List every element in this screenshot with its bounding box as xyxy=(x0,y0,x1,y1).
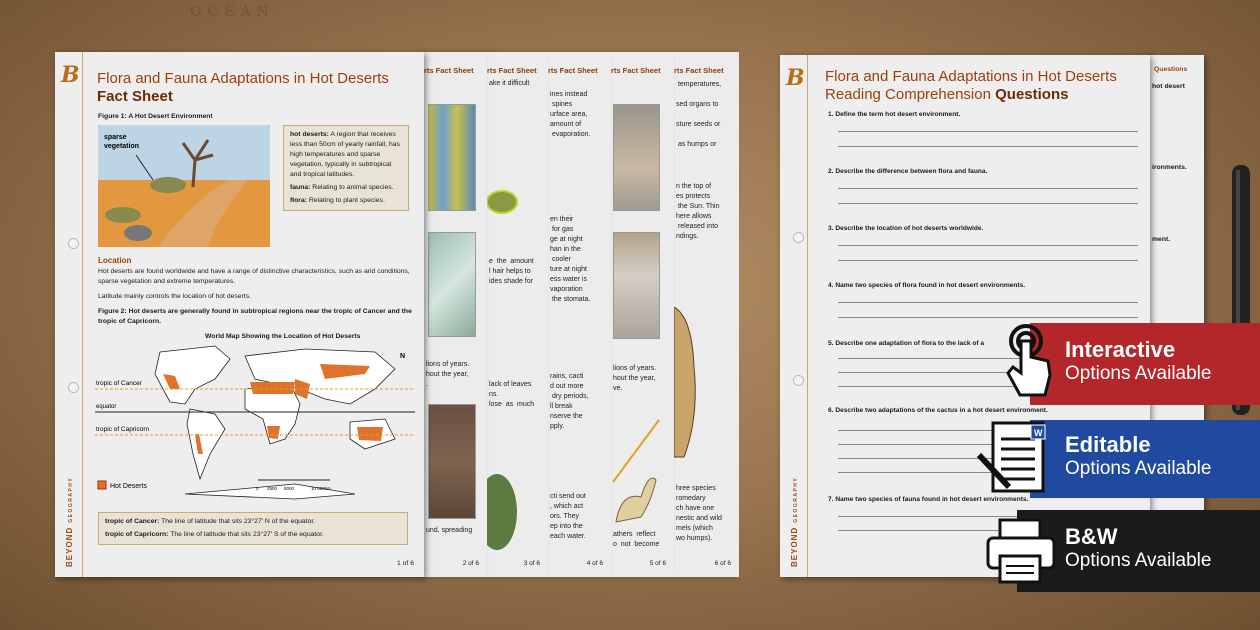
paragraph: Latitude mainly controls the location of hot deserts. xyxy=(98,293,252,300)
page-header: rts Fact Sheet xyxy=(424,66,474,75)
figure-caption: Figure 1: A Hot Desert Environment xyxy=(98,113,213,120)
desert-sahara xyxy=(250,382,295,394)
definitions-box: hot deserts: A region that receives less than 50cm of yearly rainfall, has high temperatures and sparse vegetation, typically in subtropical and tropical latitudes. fauna: Relating to animal species. flora: Relating to plant species. xyxy=(283,125,409,211)
question: 2. Describe the difference between flora and fauna. xyxy=(828,168,988,175)
page-text: und, spreading xyxy=(426,527,473,534)
page-text: temperatures, sed organs to sture seeds or as humps or xyxy=(676,81,722,148)
answer-line[interactable] xyxy=(838,302,1138,303)
badge-subtitle: Options Available xyxy=(1065,458,1212,479)
page-number: 4 of 6 xyxy=(586,560,603,567)
fact-sheet-page-1 xyxy=(55,52,424,577)
page-text: ake it difficult xyxy=(489,80,530,87)
shrub-illustration xyxy=(487,472,527,552)
camel-illustration xyxy=(611,412,671,527)
page-text: n the top of es protects the Sun. Thin here allows released into ndings. xyxy=(676,183,720,240)
legend-swatch xyxy=(98,481,106,489)
punch-hole xyxy=(793,232,804,243)
page-text: lions of years. hout the year, . xyxy=(426,361,470,388)
question: 7. Name two species of fauna found in hot desert environments. xyxy=(828,496,1029,503)
page-text: athers reflect o not become xyxy=(613,531,660,548)
page-text: en their for gas ge at night han in the cooler ture at night ess water is vaporation the stomata. xyxy=(550,216,591,303)
background-map-label: OCEAN xyxy=(190,4,275,20)
page-number: 1 of 6 xyxy=(396,560,414,567)
answer-line[interactable] xyxy=(838,260,1138,261)
camel-neck-illustration xyxy=(674,307,704,467)
page-number: 2 of 6 xyxy=(462,560,479,567)
badge-subtitle: Options Available xyxy=(1065,363,1212,384)
answer-line[interactable] xyxy=(838,131,1138,132)
answer-line[interactable] xyxy=(838,203,1138,204)
editable-options-badge[interactable] xyxy=(1030,420,1260,498)
scale-label: 10 000km xyxy=(311,486,331,491)
page-text: ironments. xyxy=(1152,164,1187,171)
paragraph: Hot deserts are found worldwide and have a range of distinctive characteristics, such as arid conditions, sparse vegetation and extreme temperatures. xyxy=(98,268,410,285)
touch-hand-icon xyxy=(1000,323,1056,405)
bw-options-badge[interactable] xyxy=(1017,510,1260,592)
brand-wordmark: BEYONDGEOGRAPHY xyxy=(790,476,799,567)
south-america xyxy=(187,409,225,479)
page-text: lions of years. hout the year, ve. xyxy=(613,365,657,392)
punch-hole xyxy=(68,238,79,249)
badge-subtitle: Options Available xyxy=(1065,550,1212,571)
desert-australia xyxy=(357,427,383,441)
fennec-fox-photo xyxy=(613,104,660,211)
brand-wordmark: BEYONDGEOGRAPHY xyxy=(65,476,74,567)
page-title: Flora and Fauna Adaptations in Hot Deserts Reading Comprehension Questions xyxy=(825,68,1117,103)
page-text: e the amount l hair helps to ides shade for xyxy=(489,258,534,285)
question: 3. Describe the location of hot deserts worldwide. xyxy=(828,225,984,232)
page-title: Flora and Fauna Adaptations in Hot Deserts Fact Sheet xyxy=(97,70,389,105)
lizard-photo xyxy=(613,232,660,339)
badge-title: B&W xyxy=(1065,524,1118,549)
fact-sheet-page-4 xyxy=(548,52,611,577)
page-number: 3 of 6 xyxy=(523,560,540,567)
page-text: lack of leaves ns. lose as much xyxy=(489,381,535,408)
fact-sheet-page-6 xyxy=(674,52,739,577)
scale-label: 0 xyxy=(256,486,259,491)
cactus-pad-illustration xyxy=(487,182,527,222)
answer-line[interactable] xyxy=(838,188,1138,189)
map-title: World Map Showing the Location of Hot Deserts xyxy=(205,333,361,340)
fact-sheet-page-2 xyxy=(424,52,487,577)
agave-photo xyxy=(428,232,476,337)
scale-label: 2500 xyxy=(267,486,278,491)
printer-icon xyxy=(982,516,1062,586)
page-header: rts Fact Sheet xyxy=(548,66,598,75)
desert-illustration xyxy=(98,125,270,247)
ocotillo-photo xyxy=(428,104,476,211)
page-text: ment. xyxy=(1152,236,1171,243)
scale-label: 5000 xyxy=(284,486,295,491)
question: 4. Name two species of flora found in hot desert environments. xyxy=(828,282,1026,289)
interactive-options-badge[interactable] xyxy=(1030,323,1260,405)
question: 5. Describe one adaptation of flora to the lack of a xyxy=(828,340,985,347)
page-number: 6 of 6 xyxy=(714,560,731,567)
word-logo-letter: W xyxy=(1034,428,1043,438)
badge-title: Interactive xyxy=(1065,337,1176,362)
roots-illustration xyxy=(428,404,476,519)
questions-page xyxy=(780,55,1150,577)
page-header: rts Fact Sheet xyxy=(487,66,537,75)
section-heading: Location xyxy=(98,256,132,265)
tropic-of-capricorn-label: tropic of Capricorn xyxy=(96,426,150,433)
page-text: hree species romedary ch have one nestic and wild mels (which wo humps). xyxy=(676,485,722,542)
page-header: rts Fact Sheet xyxy=(611,66,661,75)
edit-document-icon xyxy=(975,419,1055,499)
page-text: rains, cacti d out more dry periods, ll break nserve the pply. cti send out , which act ors. They ep into the each water. xyxy=(550,373,589,540)
punch-hole xyxy=(793,375,804,386)
tropic-of-cancer-label: tropic of Cancer xyxy=(96,380,142,387)
answer-line[interactable] xyxy=(838,146,1138,147)
punch-hole xyxy=(68,382,79,393)
answer-line[interactable] xyxy=(838,317,1138,318)
beyond-logo: B xyxy=(61,62,80,88)
badge-title: Editable xyxy=(1065,432,1151,457)
page-text: ines instead spines urface area, amount of evaporation. xyxy=(550,91,591,138)
answer-line[interactable] xyxy=(838,245,1138,246)
tropic-definitions-box: tropic of Cancer: The line of latitude that sits 23°27′ N of the equator. tropic of Capricorn: The line of latitude that sits 23°27′ S of the equator. xyxy=(98,512,408,545)
page-header: rts Fact Sheet xyxy=(674,66,724,75)
svg-text:vegetation: vegetation xyxy=(104,143,140,150)
beyond-logo: B xyxy=(786,65,805,91)
fact-sheet-page-5 xyxy=(611,52,674,577)
question: 1. Define the term hot desert environment. xyxy=(828,111,961,118)
figure-label: sparse xyxy=(104,134,127,141)
fact-sheet-page-3 xyxy=(487,52,548,577)
page-number: 5 of 6 xyxy=(649,560,666,567)
world-map xyxy=(95,344,415,504)
page-text: hot desert xyxy=(1152,83,1185,90)
legend-label: Hot Deserts xyxy=(110,483,147,490)
question: 6. Describe two adaptations of the cactus in a hot desert environment. xyxy=(828,407,1048,414)
figure-caption: Figure 2: Hot deserts are generally found in subtropical regions near the tropic of Cancer and the tropic of Capricorn. xyxy=(98,308,412,325)
desert-kalahari xyxy=(267,426,280,439)
north-arrow: N xyxy=(400,353,406,360)
page-text: Questions xyxy=(1154,66,1188,73)
equator-label: equator xyxy=(96,404,117,410)
